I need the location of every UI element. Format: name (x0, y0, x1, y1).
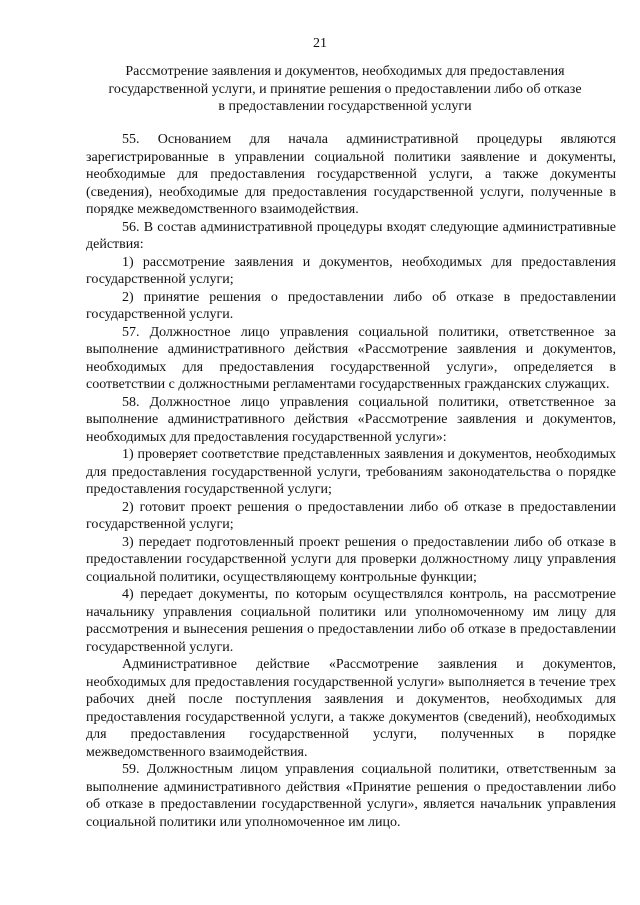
paragraph-58-item-1: 1) проверяет соответствие представленных заявления и документов, необходимых для предоставления государственной услуги, требованиям законодательства о порядке предоставления государственной услуги; (86, 447, 616, 497)
heading-line: государственной услуги, и принятие решения о предоставлении либо об отказе (108, 81, 582, 97)
paragraph-59: 59. Должностным лицом управления социальной политики, ответственным за выполнение административного действия «Принятие решения о предоставлении либо об отказе в предоставлении государственной услуги», является начальник управления социальной политики или уполномоченное им лицо. (86, 762, 616, 830)
heading-line: Рассмотрение заявления и документов, необходимых для предоставления (125, 64, 565, 79)
paragraph-58: 58. Должностное лицо управления социальной политики, ответственное за выполнение административного действия «Рассмотрение заявления и документов, необходимых для предоставления государственной услуги»: (86, 394, 616, 445)
page-number: 21 (313, 36, 327, 51)
paragraph-56: 56. В состав административной процедуры входят следующие административные действия: (86, 219, 616, 252)
paragraph-58-item-2: 2) готовит проект решения о предоставлении либо об отказе в предоставлении государственной услуги; (86, 499, 616, 532)
paragraph-56-item-2: 2) принятие решения о предоставлении либо об отказе в предоставлении государственной услуги. (86, 289, 616, 322)
paragraph-57: 57. Должностное лицо управления социальной политики, ответственное за выполнение административного действия «Рассмотрение заявления и документов, необходимых для предоставления государственной услуги», определяется в соответствии с должностными регламентами государственных гражданских служащих. (86, 324, 616, 392)
paragraph-58-item-4: 4) передает документы, по которым осуществлялся контроль, на рассмотрение начальнику управления социальной политики или уполномоченному им лицу для рассмотрения и вынесения решения о предоставлении либо об отказе в предоставлении государственной услуги. (86, 587, 616, 655)
paragraph-58-item-3: 3) передает подготовленный проект решения о предоставлении либо об отказе в предоставлении государственной услуги для проверки должностному лицу управления социальной политики, осуществляющему контрольные функции; (86, 534, 616, 585)
paragraph-56-item-1: 1) рассмотрение заявления и документов, необходимых для предоставления государственной услуги; (86, 254, 616, 287)
document-body (86, 131, 616, 831)
paragraph-58-timing: Административное действие «Рассмотрение заявления и документов, необходимых для предоставления государственной услуги» выполняется в течение трех рабочих дней после поступления заявления и документов, необходимых для предоставления государственной услуги, а также документов (сведений), необходимых для предоставления государственной услуги, полученных в порядке межведомственного взаимодействия. (86, 657, 616, 760)
heading-line: в предоставлении государственной услуги (218, 99, 472, 114)
paragraph-55: 55. Основанием для начала административной процедуры являются зарегистрированные в управлении социальной политики заявление и документы, необходимые для предоставления государственной услуги, а также документы (сведения), необходимые для предоставления государственной услуги, полученные в порядке межведомственного взаимодействия. (86, 132, 616, 217)
section-heading (80, 63, 610, 116)
